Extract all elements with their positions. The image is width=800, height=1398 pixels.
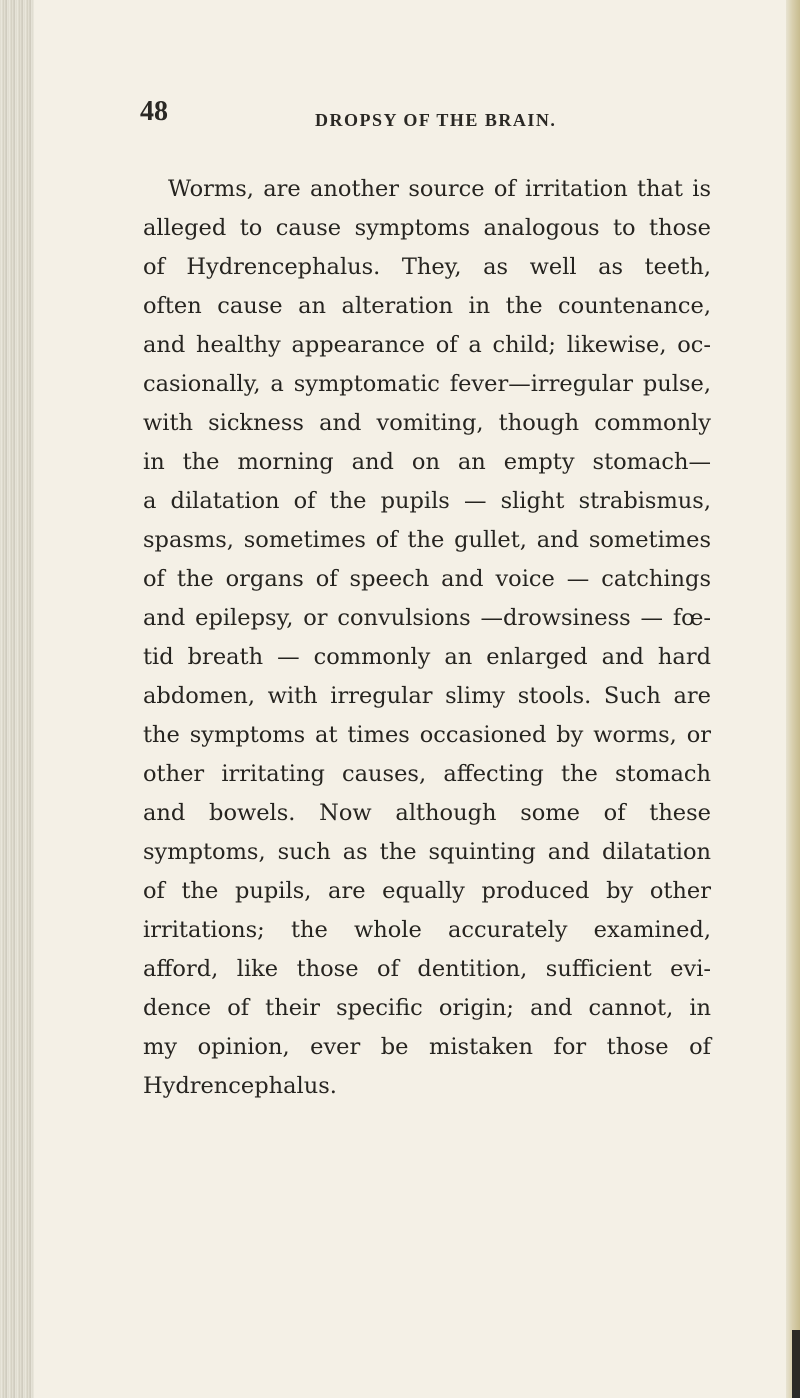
page-header (140, 96, 700, 136)
text-line: the symptoms at times occasioned by worms, or (143, 722, 711, 748)
page-edge (786, 0, 800, 1398)
page-number: 48 (140, 96, 168, 127)
text-line: afford, like those of dentition, sufficient evi- (143, 956, 711, 982)
page-edge-shadow (792, 1330, 800, 1398)
text-line: symptoms, such as the squinting and dilatation (143, 839, 711, 865)
text-line: of Hydrencephalus. They, as well as teeth, (143, 254, 711, 280)
text-line: and healthy appearance of a child; likewise, oc- (143, 332, 711, 358)
text-line: tid breath — commonly an enlarged and hard (143, 644, 711, 670)
text-line: of the organs of speech and voice — catchings (143, 566, 711, 592)
text-line: with sickness and vomiting, though commonly (143, 410, 711, 436)
text-line: a dilatation of the pupils — slight strabismus, (143, 488, 711, 514)
running-head: DROPSY OF THE BRAIN. (315, 110, 557, 130)
text-line: spasms, sometimes of the gullet, and sometimes (143, 527, 711, 553)
text-line: other irritating causes, affecting the stomach (143, 761, 711, 787)
text-line: abdomen, with irregular slimy stools. Such are (143, 683, 711, 709)
text-line: my opinion, ever be mistaken for those of (143, 1034, 711, 1060)
text-line: alleged to cause symptoms analogous to those (143, 215, 711, 241)
text-line: and bowels. Now although some of these (143, 800, 711, 826)
text-line: dence of their specific origin; and cannot, in (143, 995, 711, 1021)
text-line: Worms, are another source of irritation that is (168, 176, 711, 202)
text-line: of the pupils, are equally produced by other (143, 878, 711, 904)
text-line: irritations; the whole accurately examined, (143, 917, 711, 943)
text-line: often cause an alteration in the countenance, (143, 293, 711, 319)
text-line: Hydrencephalus. (143, 1073, 337, 1099)
text-line: in the morning and on an empty stomach— (143, 449, 711, 475)
binding-gutter (0, 0, 34, 1398)
text-line: casionally, a symptomatic fever—irregular pulse, (143, 371, 711, 397)
body-paragraph (143, 170, 711, 1106)
text-line: and epilepsy, or convulsions —drowsiness — fœ- (143, 605, 711, 631)
